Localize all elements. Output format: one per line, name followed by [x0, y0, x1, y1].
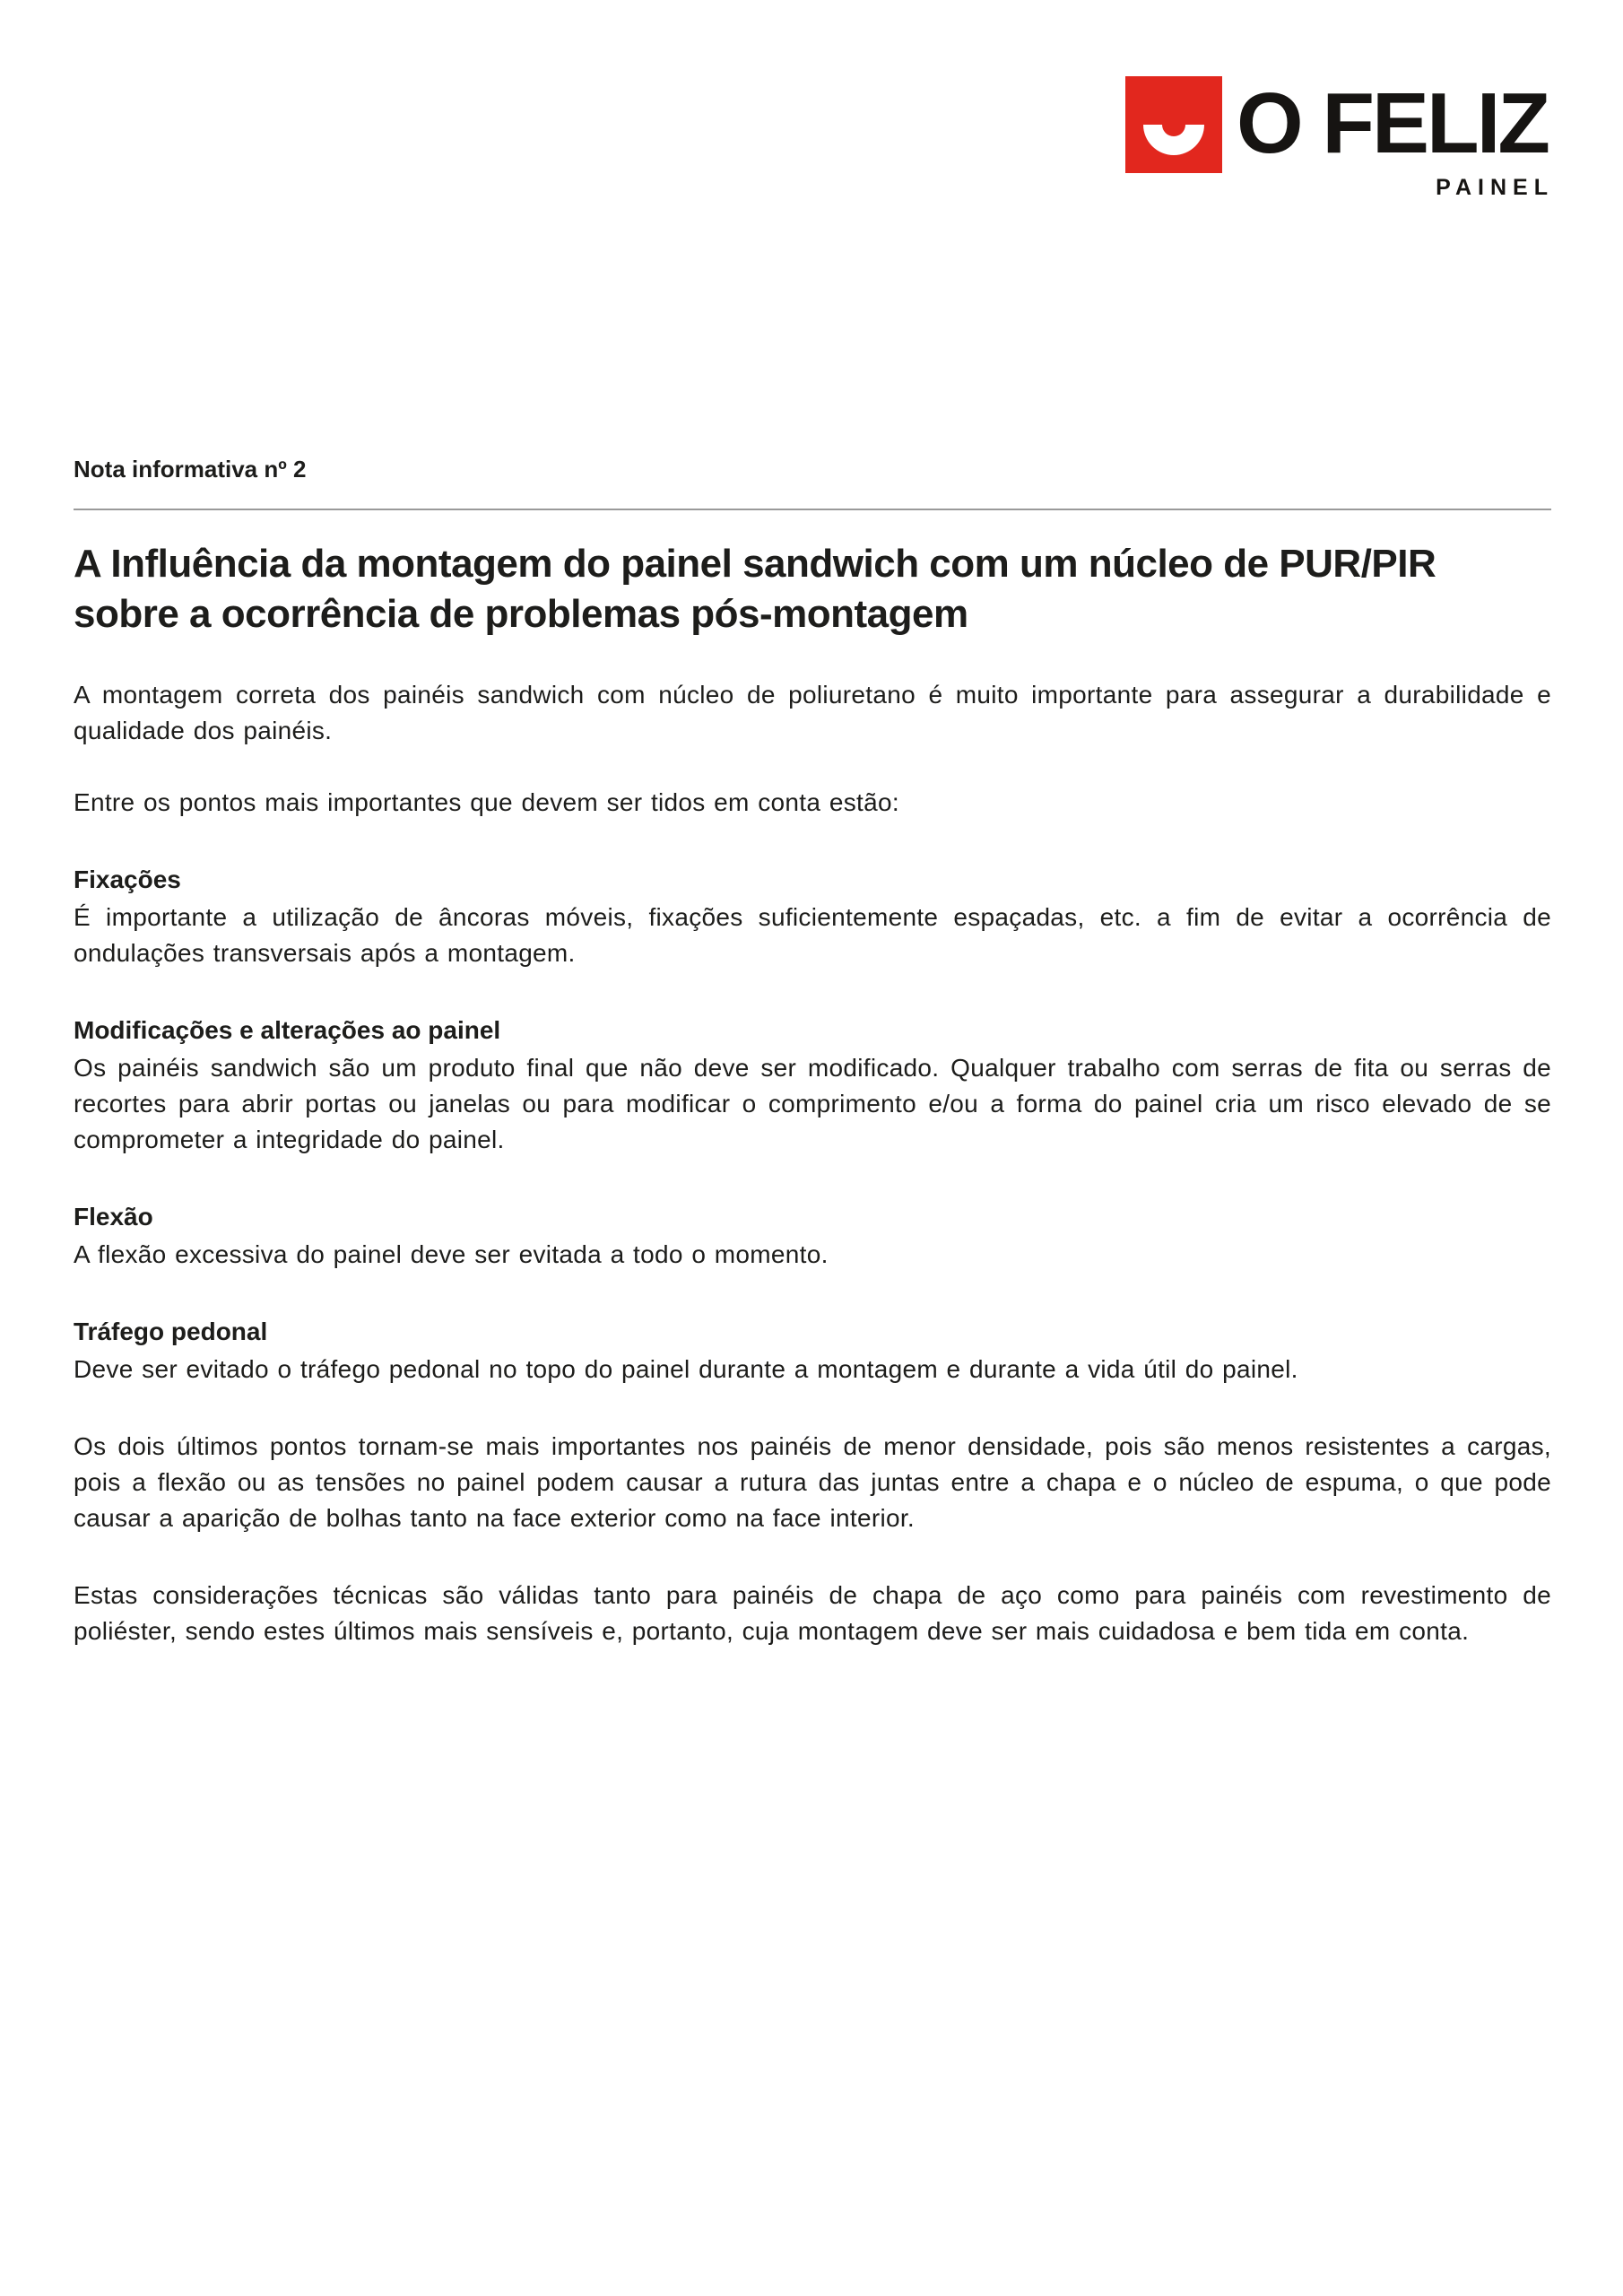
header-divider	[74, 509, 1551, 510]
section-body: É importante a utilização de âncoras móveis, fixações suficientemente espaçadas, etc. a fim de evitar a ocorrência de ondulações transversais após a montagem.	[74, 903, 1551, 967]
section-body: Os painéis sandwich são um produto final que não deve ser modificado. Qualquer trabalho com serras de fita ou serras de recortes para abrir portas ou janelas ou para modificar o comprimento e/ou a forma do painel cria um risco elevado de se comprometer a integridade do painel.	[74, 1054, 1551, 1153]
section-body: Deve ser evitado o tráfego pedonal no topo do painel durante a montagem e durante a vida útil do painel.	[74, 1355, 1298, 1383]
smile-notch	[1162, 125, 1185, 136]
company-logo	[1125, 75, 1554, 200]
intro-paragraph: Entre os pontos mais importantes que devem ser tidos em conta estão:	[74, 788, 899, 816]
section-flexao	[74, 1199, 1551, 1273]
smile-shape	[1143, 125, 1204, 155]
page-title: A Influência da montagem do painel sandwich com um núcleo de PUR/PIR sobre a ocorrência de problemas pós-montagem	[74, 542, 1436, 636]
logo-subtitle: PAINEL	[1436, 175, 1554, 200]
section-body: A flexão excessiva do painel deve ser evitada a todo o momento.	[74, 1240, 829, 1268]
section-fixacoes	[74, 862, 1551, 971]
section-heading: Tráfego pedonal	[74, 1318, 268, 1345]
closing-paragraph: Estas considerações técnicas são válidas tanto para painéis de chapa de aço como para painéis com revestimento de poliéster, sendo estes últimos mais sensíveis e, portanto, cuja montagem deve ser mais cuidadosa e bem tida em conta.	[74, 1581, 1551, 1645]
intro-paragraph: A montagem correta dos painéis sandwich com núcleo de poliuretano é muito importante para assegurar a durabilidade e qualidade dos painéis.	[74, 681, 1551, 744]
note-kicker: Nota informativa nº 2	[74, 456, 307, 483]
section-heading: Fixações	[74, 865, 181, 893]
smile-icon	[1125, 76, 1222, 173]
logo-text	[1237, 75, 1554, 200]
section-modificacoes	[74, 1013, 1551, 1158]
section-heading: Flexão	[74, 1203, 153, 1231]
document-content	[74, 451, 1551, 1649]
logo-brand-name: O FELIZ	[1237, 75, 1548, 171]
section-trafego-pedonal	[74, 1314, 1551, 1387]
closing-paragraph: Os dois últimos pontos tornam-se mais importantes nos painéis de menor densidade, pois são menos resistentes a cargas, pois a flexão ou as tensões no painel podem causar a rutura das juntas entre a chapa e o núcleo de espuma, o que pode causar a aparição de bolhas tanto na face exterior como na face interior.	[74, 1432, 1551, 1532]
section-heading: Modificações e alterações ao painel	[74, 1016, 501, 1044]
